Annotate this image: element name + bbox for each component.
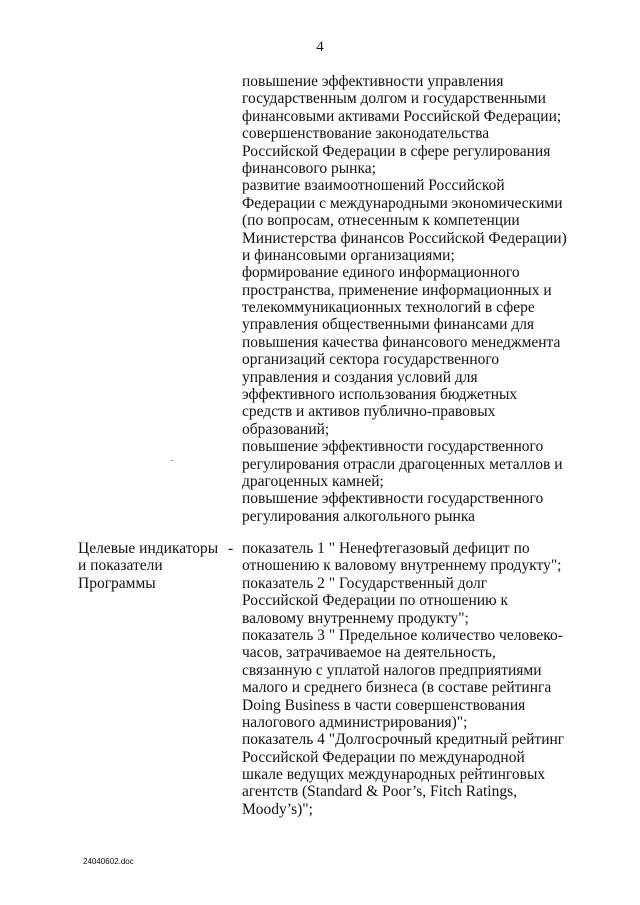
goals-line: государственным долгом и государственными [242,90,546,108]
goals-line: формирование единого информационного [242,264,520,282]
indicator-line: связанную с уплатой налогов предприятиями [242,661,542,679]
goals-line: организаций сектора государственного [242,351,500,369]
goals-line: (по вопросам, отнесенным к компетенции [242,212,520,230]
goals-line: телекоммуникационных технологий в сфере [242,299,535,317]
page-number: 4 [316,39,324,55]
label-dash: - [228,540,234,557]
goals-line: управления общественными финансами для [242,316,535,334]
goals-line: Министерства финансов Российской Федерации) [242,229,567,247]
section-label-line: Программы [78,574,156,592]
section-label-line: и показатели [78,557,163,575]
indicator-line: показатель 2 " Государственный долг [242,574,488,592]
goals-line: пространства, применение информационных и [242,281,552,299]
indicator-line: показатель 1 " Ненефтегазовый дефицит по [242,540,530,557]
indicator-line: Doing Business в части совершенствования [242,696,526,714]
indicator-line: Российской Федерации по отношению к [242,592,509,610]
scan-speck [171,460,173,461]
indicator-line: показатель 3 " Предельное количество человеко- [242,626,563,644]
goals-line: повышение эффективности управления [242,73,504,90]
indicator-line: валовому внутреннему продукту"; [242,609,469,627]
target-indicators-text [242,540,622,818]
indicator-line: отношению к валовому внутреннему продукту"; [242,557,562,575]
goals-line: повышение эффективности государственного [242,490,544,508]
indicator-line: малого и среднего бизнеса (в составе рейтинга [242,679,552,697]
goals-line: Федерации с международными экономическими [242,194,563,212]
indicator-line: Moody’s)"; [242,800,313,818]
goals-line: совершенствование законодательства [242,125,490,143]
program-goals-text [242,73,622,525]
goals-line: повышение эффективности государственного [242,438,544,456]
goals-line: развитие взаимоотношений Российской [242,177,505,195]
goals-line: регулирования отрасли драгоценных металлов и [242,455,563,473]
goals-line: драгоценных камней; [242,472,384,490]
section-label [78,540,218,592]
indicator-line: агентств (Standard & Poor’s, Fitch Ratings, [242,783,518,801]
indicator-line: налогового администрирования)"; [242,713,468,731]
goals-line: повышения качества финансового менеджмента [242,333,561,351]
indicator-line: показатель 4 "Долгосрочный кредитный рейтинг [242,731,565,749]
goals-line: эффективного использования бюджетных [242,386,518,404]
section-label-line: Целевые индикаторы [78,540,219,557]
goals-line: и финансовыми организациями; [242,246,455,264]
goals-line: средств и активов публично-правовых [242,403,496,421]
goals-line: финансовыми активами Российской Федерации; [242,107,562,125]
goals-line: Российской Федерации в сфере регулирования [242,142,551,160]
goals-line: образований; [242,420,330,438]
indicator-line: часов, затрачиваемое на деятельность, [242,644,496,662]
goals-line: финансового рынка; [242,159,376,177]
indicator-line: Российской Федерации по международной [242,748,525,766]
goals-line: управления и создания условий для [242,368,478,386]
goals-line: регулирования алкогольного рынка [242,507,476,525]
indicator-line: шкале ведущих международных рейтинговых [242,766,546,784]
footer-filename: 24040602.doc [83,857,134,866]
